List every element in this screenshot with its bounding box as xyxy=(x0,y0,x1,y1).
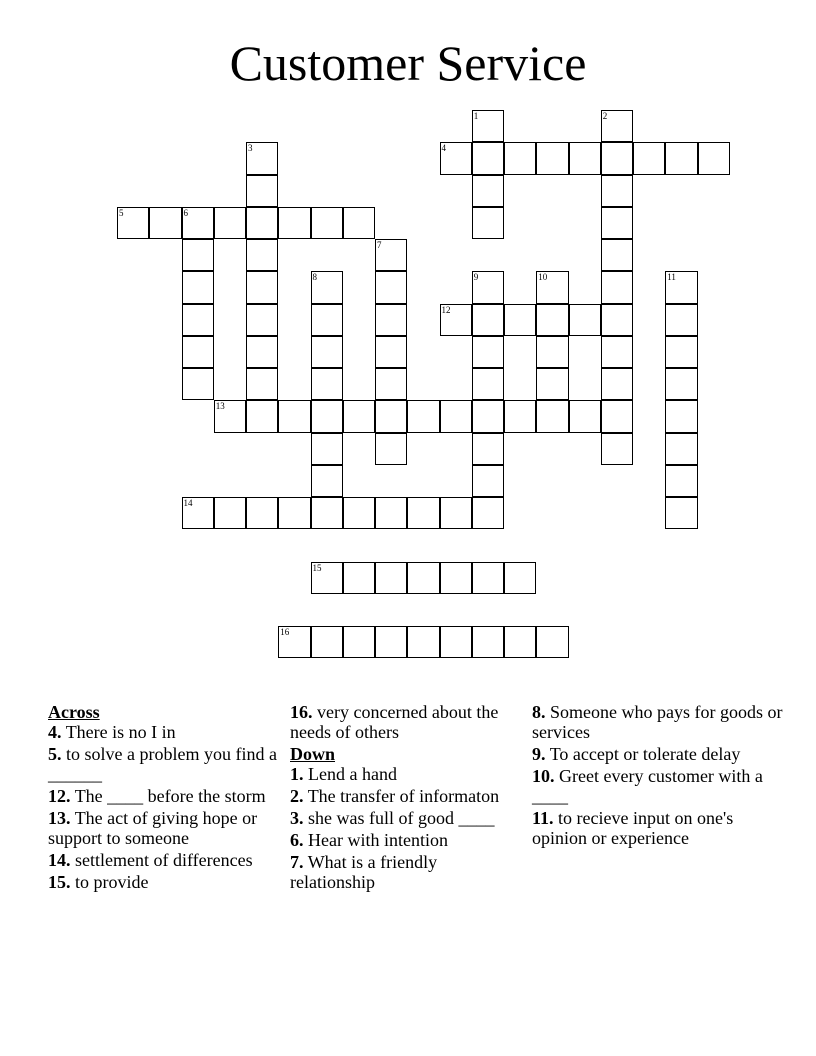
grid-cell[interactable] xyxy=(311,497,343,529)
clue-text: The transfer of informaton xyxy=(307,786,500,806)
grid-cell[interactable] xyxy=(311,433,343,465)
clue-number: 7. xyxy=(290,852,304,872)
grid-cell[interactable] xyxy=(278,626,310,658)
grid-cell[interactable] xyxy=(472,175,504,207)
clue-number: 9. xyxy=(532,744,546,764)
clue-down-11 xyxy=(532,808,792,848)
grid-cell[interactable] xyxy=(182,239,214,271)
grid-cell[interactable] xyxy=(601,336,633,368)
grid-cell[interactable] xyxy=(601,175,633,207)
grid-cell[interactable] xyxy=(601,368,633,400)
grid-cell[interactable] xyxy=(472,271,504,303)
grid-cell[interactable] xyxy=(472,400,504,432)
grid-cell[interactable] xyxy=(633,142,665,174)
grid-cell[interactable] xyxy=(311,400,343,432)
cell-number: 1 xyxy=(473,111,479,121)
grid-cell[interactable] xyxy=(278,497,310,529)
grid-cell[interactable] xyxy=(246,368,278,400)
clue-number: 15. xyxy=(48,872,71,892)
grid-cell[interactable] xyxy=(246,271,278,303)
grid-cell[interactable] xyxy=(375,562,407,594)
grid-cell[interactable] xyxy=(601,239,633,271)
grid-cell[interactable] xyxy=(407,497,439,529)
clue-text: Someone who pays for goods or services xyxy=(532,702,783,742)
clue-number: 1. xyxy=(290,764,304,784)
grid-cell[interactable] xyxy=(665,304,697,336)
grid-cell[interactable] xyxy=(375,239,407,271)
grid-cell[interactable] xyxy=(569,304,601,336)
cell-number: 10 xyxy=(538,272,548,283)
down-heading: Down xyxy=(290,744,336,764)
grid-cell[interactable] xyxy=(601,433,633,465)
grid-cell[interactable] xyxy=(375,336,407,368)
cell-number: 4 xyxy=(441,143,446,154)
clue-text: What is a friendly relationship xyxy=(290,852,438,892)
clue-text: to solve a problem you find a ______ xyxy=(48,744,277,784)
grid-cell[interactable] xyxy=(407,400,439,432)
grid-cell[interactable] xyxy=(698,142,730,174)
clues-column-1 xyxy=(48,702,278,894)
clue-text: To accept or tolerate delay xyxy=(549,744,741,764)
grid-cell[interactable] xyxy=(375,368,407,400)
grid-cell[interactable] xyxy=(343,207,375,239)
grid-cell[interactable] xyxy=(472,626,504,658)
cell-number: 8 xyxy=(312,272,317,283)
grid-cell[interactable] xyxy=(311,562,343,594)
clue-down-2 xyxy=(290,786,526,806)
grid-cell[interactable] xyxy=(504,400,536,432)
cell-number: 16 xyxy=(280,627,290,637)
grid-cell[interactable] xyxy=(375,433,407,465)
grid-cell[interactable] xyxy=(440,562,472,594)
grid-cell[interactable] xyxy=(472,562,504,594)
grid-cell[interactable] xyxy=(149,207,181,239)
clue-number: 6. xyxy=(290,830,304,850)
grid-cell[interactable] xyxy=(665,465,697,497)
clue-number: 13. xyxy=(48,808,71,828)
cell-number: 12 xyxy=(441,304,451,315)
grid-cell[interactable] xyxy=(472,207,504,239)
clue-down-1 xyxy=(290,764,526,784)
clue-text: The act of giving hope or support to someone xyxy=(48,808,258,848)
grid-cell[interactable] xyxy=(182,368,214,400)
grid-cell[interactable] xyxy=(182,207,214,239)
grid-cell[interactable] xyxy=(665,433,697,465)
grid-cell[interactable] xyxy=(246,304,278,336)
clue-number: 11. xyxy=(532,808,554,828)
grid-cell[interactable] xyxy=(536,400,568,432)
grid-cell[interactable] xyxy=(472,368,504,400)
clue-across-12 xyxy=(48,786,278,806)
grid-cell[interactable] xyxy=(311,368,343,400)
grid-cell[interactable] xyxy=(311,207,343,239)
puzzle-title: Customer Service xyxy=(229,35,587,91)
grid-cell[interactable] xyxy=(504,304,536,336)
grid-cell[interactable] xyxy=(375,626,407,658)
cell-number: 13 xyxy=(215,401,225,412)
grid-cell[interactable] xyxy=(665,336,697,368)
clue-number: 16. xyxy=(290,702,313,722)
grid-cell[interactable] xyxy=(246,400,278,432)
grid-cell[interactable] xyxy=(278,207,310,239)
clue-number: 8. xyxy=(532,702,546,722)
grid-cell[interactable] xyxy=(246,142,278,174)
grid-cell[interactable] xyxy=(601,207,633,239)
grid-cell[interactable] xyxy=(214,400,246,432)
grid-cell[interactable] xyxy=(343,626,375,658)
clue-text: to recieve input on one's opinion or experience xyxy=(532,808,734,848)
grid-cell[interactable] xyxy=(472,142,504,174)
grid-cell[interactable] xyxy=(569,400,601,432)
grid-cell[interactable] xyxy=(440,626,472,658)
cell-number: 9 xyxy=(473,272,479,283)
clue-down-8 xyxy=(532,702,792,742)
grid-cell[interactable] xyxy=(311,626,343,658)
clue-text: very concerned about the needs of others xyxy=(290,702,499,742)
cell-number: 11 xyxy=(667,272,676,283)
clue-across-13 xyxy=(48,808,278,848)
grid-cell[interactable] xyxy=(311,271,343,303)
grid-cell[interactable] xyxy=(536,626,568,658)
grid-cell[interactable] xyxy=(472,465,504,497)
grid-cell[interactable] xyxy=(246,207,278,239)
clue-number: 5. xyxy=(48,744,62,764)
clue-text: settlement of differences xyxy=(75,850,253,870)
grid-cell[interactable] xyxy=(440,304,472,336)
grid-cell[interactable] xyxy=(311,336,343,368)
grid-cell[interactable] xyxy=(214,207,246,239)
grid-cell[interactable] xyxy=(536,142,568,174)
clue-text: The ____ before the storm xyxy=(74,786,266,806)
clue-text: There is no I in xyxy=(65,722,176,742)
grid-cell[interactable] xyxy=(440,497,472,529)
clue-number: 3. xyxy=(290,808,304,828)
grid-cell[interactable] xyxy=(472,110,504,142)
grid-cell[interactable] xyxy=(472,497,504,529)
grid-cell[interactable] xyxy=(182,271,214,303)
grid-cell[interactable] xyxy=(536,304,568,336)
grid-cell[interactable] xyxy=(601,304,633,336)
clue-down-10 xyxy=(532,766,792,806)
cell-number: 3 xyxy=(248,143,253,154)
grid-cell[interactable] xyxy=(601,142,633,174)
grid-cell[interactable] xyxy=(665,142,697,174)
grid-cell[interactable] xyxy=(343,497,375,529)
cell-number: 6 xyxy=(183,207,188,218)
grid-cell[interactable] xyxy=(214,497,246,529)
grid-cell[interactable] xyxy=(665,368,697,400)
grid-cell[interactable] xyxy=(375,400,407,432)
grid-cell[interactable] xyxy=(536,271,568,303)
clue-down-9 xyxy=(532,744,792,764)
clue-text: to provide xyxy=(75,872,149,892)
grid-cell[interactable] xyxy=(665,400,697,432)
clue-number: 12. xyxy=(48,786,71,806)
cell-number: 14 xyxy=(183,498,193,508)
clue-text: Greet every customer with a ____ xyxy=(532,766,763,806)
grid-cell[interactable] xyxy=(601,400,633,432)
grid-cell[interactable] xyxy=(472,304,504,336)
grid-cell[interactable] xyxy=(182,336,214,368)
grid-cell[interactable] xyxy=(407,562,439,594)
grid-cell[interactable] xyxy=(665,271,697,303)
clue-number: 2. xyxy=(290,786,304,806)
clue-across-16 xyxy=(290,702,526,742)
grid-cell[interactable] xyxy=(536,336,568,368)
grid-cell[interactable] xyxy=(440,400,472,432)
grid-cell[interactable] xyxy=(246,239,278,271)
grid-cell[interactable] xyxy=(536,368,568,400)
grid-cell[interactable] xyxy=(343,562,375,594)
cell-number: 15 xyxy=(312,562,322,573)
grid-cell[interactable] xyxy=(375,304,407,336)
grid-cell[interactable] xyxy=(569,142,601,174)
clues-column-2 xyxy=(290,702,526,894)
clue-down-7 xyxy=(290,852,526,892)
grid-cell[interactable] xyxy=(278,400,310,432)
grid-cell[interactable] xyxy=(246,497,278,529)
grid-cell[interactable] xyxy=(504,626,536,658)
clue-across-4 xyxy=(48,722,278,742)
grid-cell[interactable] xyxy=(504,142,536,174)
clue-across-14 xyxy=(48,850,278,870)
clue-across-15 xyxy=(48,872,278,892)
grid-cell[interactable] xyxy=(665,497,697,529)
grid-cell[interactable] xyxy=(504,562,536,594)
across-heading: Across xyxy=(48,702,100,722)
grid-cell[interactable] xyxy=(311,465,343,497)
grid-cell[interactable] xyxy=(601,110,633,142)
cell-number: 7 xyxy=(377,240,382,250)
clues-column-3 xyxy=(532,702,792,850)
clue-number: 4. xyxy=(48,722,62,742)
grid-cell[interactable] xyxy=(472,336,504,368)
clue-down-6 xyxy=(290,830,526,850)
grid-cell[interactable] xyxy=(182,304,214,336)
clue-number: 10. xyxy=(532,766,555,786)
clue-text: she was full of good ____ xyxy=(308,808,495,828)
clue-text: Lend a hand xyxy=(308,764,397,784)
clue-number: 14. xyxy=(48,850,71,870)
grid-cell[interactable] xyxy=(246,336,278,368)
grid-cell[interactable] xyxy=(117,207,149,239)
grid-cell[interactable] xyxy=(601,271,633,303)
grid-cell[interactable] xyxy=(182,497,214,529)
grid-cell[interactable] xyxy=(311,304,343,336)
clue-down-3 xyxy=(290,808,526,828)
grid-cell[interactable] xyxy=(407,626,439,658)
clue-across-5 xyxy=(48,744,278,784)
grid-cell[interactable] xyxy=(375,271,407,303)
grid-cell[interactable] xyxy=(440,142,472,174)
grid-cell[interactable] xyxy=(343,400,375,432)
grid-cell[interactable] xyxy=(375,497,407,529)
grid-cell[interactable] xyxy=(472,433,504,465)
clue-text: Hear with intention xyxy=(308,830,448,850)
cell-number: 5 xyxy=(119,207,124,218)
grid-cell[interactable] xyxy=(246,175,278,207)
cell-number: 2 xyxy=(602,111,608,121)
